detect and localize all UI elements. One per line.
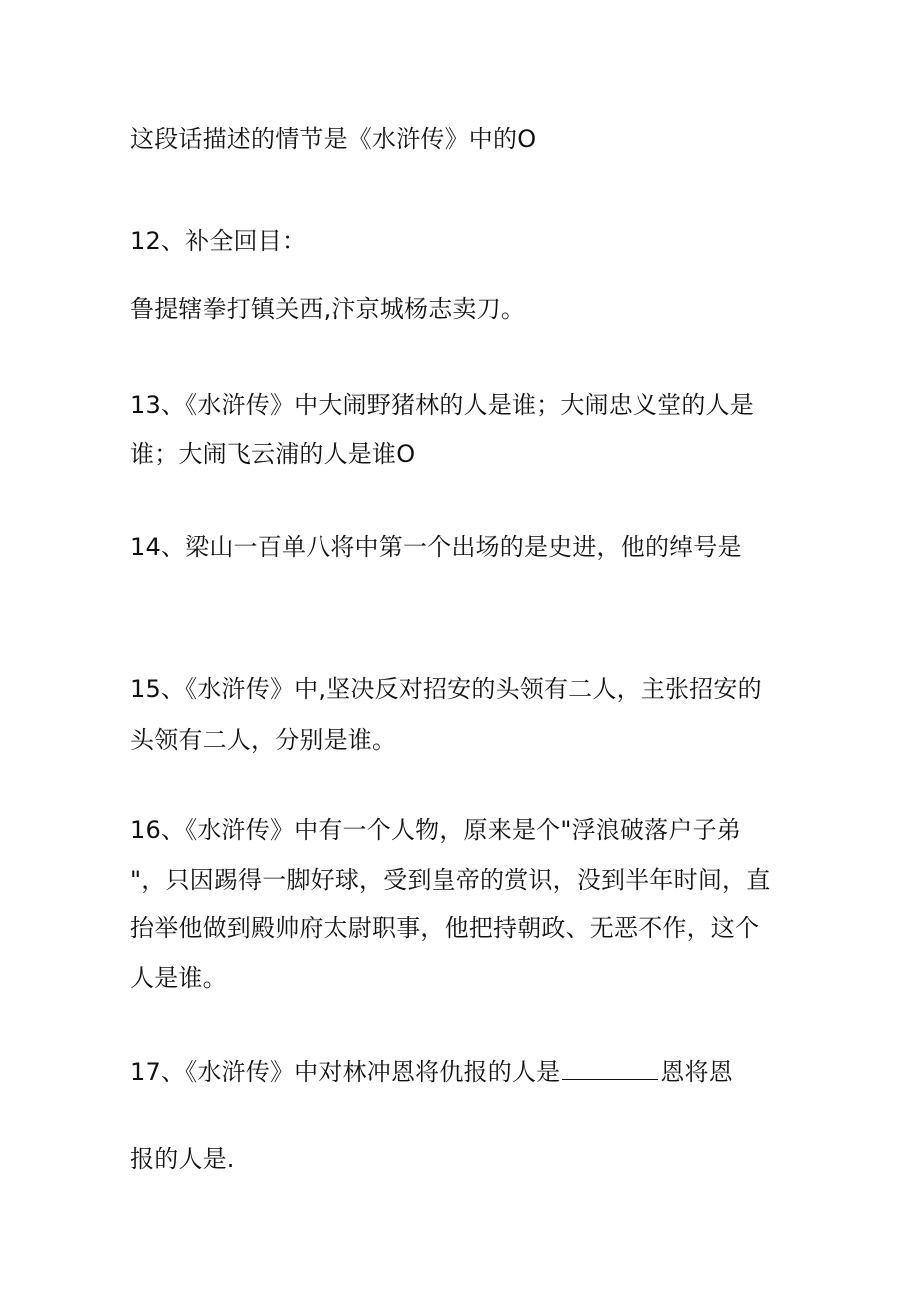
question-17-line-2: 报的人是. xyxy=(130,1145,235,1173)
question-17-text: 17、《水浒传》中对林冲恩将仇报的人是 xyxy=(130,1058,561,1086)
question-17-text-end: 恩将恩 xyxy=(660,1058,733,1086)
question-12: 12、补全回目： xyxy=(130,227,307,255)
question-16-line-4: 人是谁。 xyxy=(130,964,227,992)
question-13-line-1: 13、《水浒传》中大闹野猪林的人是谁；大闹忠义堂的人是 xyxy=(130,391,754,419)
question-16-line-1: 16、《水浒传》中有一个人物，原来是个"浮浪破落户子弟 xyxy=(130,816,741,844)
question-13-line-2: 谁；大闹飞云浦的人是谁O xyxy=(130,440,416,468)
question-16-line-2: "，只因踢得一脚好球，受到皇帝的赏识，没到半年时间，直 xyxy=(130,866,771,894)
question-14: 14、梁山一百单八将中第一个出场的是史进，他的绰号是 xyxy=(130,533,742,561)
text-line-passage-question: 这段话描述的情节是《水浒传》中的O xyxy=(130,125,537,153)
question-16-line-3: 抬举他做到殿帅府太尉职事，他把持朝政、无恶不作，这个 xyxy=(130,914,760,942)
answer-blank xyxy=(562,1057,658,1080)
question-15-line-1: 15、《水浒传》中,坚决反对招安的头领有二人，主张招安的 xyxy=(130,675,762,703)
question-15-line-2: 头领有二人，分别是谁。 xyxy=(130,726,397,754)
question-17-line-1 xyxy=(130,1057,733,1087)
question-12-answer: 鲁提辖拳打镇关西,汴京城杨志卖刀。 xyxy=(130,295,526,323)
